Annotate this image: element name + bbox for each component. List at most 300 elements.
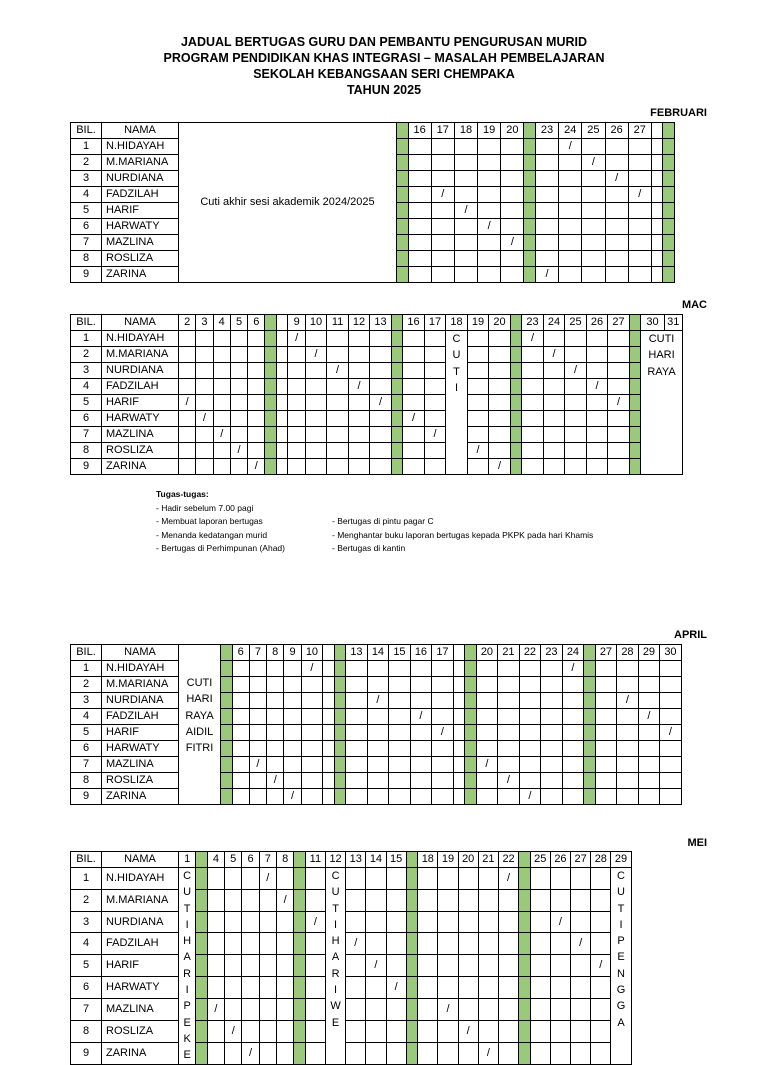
duty-cell [608, 459, 630, 475]
duty-cell [301, 741, 323, 757]
date-header: 16 [410, 645, 432, 661]
nama-header: NAMA [102, 852, 179, 868]
duty-cell: / [628, 187, 651, 203]
duty-cell [284, 661, 301, 677]
weekend-cell [663, 267, 675, 283]
date-header: 19 [438, 852, 458, 868]
duty-cell [389, 773, 411, 789]
bil-cell: 5 [71, 203, 102, 219]
duty-cell [213, 347, 230, 363]
header-row [71, 645, 682, 661]
duty-cell [276, 395, 288, 411]
duty-cell [438, 955, 458, 977]
bil-cell: 3 [71, 171, 102, 187]
duty-cell [259, 889, 276, 911]
date-header: 29 [638, 645, 660, 661]
duty-cell [242, 911, 259, 933]
duty-list-title: Tugas-tugas: [156, 489, 209, 499]
date-header: 20 [489, 315, 511, 331]
duty-cell [305, 933, 325, 955]
weekend-cell [629, 315, 641, 331]
date-header: 26 [605, 123, 628, 139]
duty-cell [595, 741, 617, 757]
duty-cell [367, 757, 389, 773]
duty-cell [389, 757, 411, 773]
weekend-cell [663, 235, 675, 251]
duty-cell [348, 331, 370, 347]
name-cell: M.MARIANA [102, 889, 179, 911]
weekend-cell [265, 347, 277, 363]
duty-cell [498, 693, 520, 709]
date-header: 15 [389, 645, 411, 661]
duty-cell: / [458, 1020, 478, 1042]
duty-row [156, 529, 593, 543]
weekend-cell [334, 693, 346, 709]
weekend-cell [510, 443, 522, 459]
date-header: 13 [370, 315, 392, 331]
duty-cell [305, 331, 327, 347]
duty-cell: / [535, 267, 558, 283]
weekend-cell [334, 725, 346, 741]
duty-cell: / [638, 709, 660, 725]
weekend-cell [265, 411, 277, 427]
duty-cell [225, 955, 242, 977]
duty-cell [541, 661, 563, 677]
weekend-cell [465, 725, 477, 741]
bil-cell: 7 [71, 235, 102, 251]
table-row [71, 773, 682, 789]
duty-cell [284, 741, 301, 757]
duty-cell [432, 757, 454, 773]
weekend-cell [406, 955, 418, 977]
weekend-cell [196, 1042, 208, 1064]
duty-cell [408, 187, 431, 203]
duty-cell [522, 379, 544, 395]
duty-cell [327, 427, 349, 443]
duty-cell [628, 139, 651, 155]
bil-cell: 7 [71, 427, 102, 443]
name-cell: N.HIDAYAH [102, 868, 179, 890]
duty-cell [562, 725, 584, 741]
weekend-cell [406, 977, 418, 999]
weekend-cell [524, 251, 536, 267]
bil-cell: 4 [71, 379, 102, 395]
duty-cell [530, 998, 550, 1020]
month-label-februari: FEBRUARI [650, 107, 707, 119]
duty-cell [288, 411, 305, 427]
duty-cell [305, 363, 327, 379]
duty-cell [453, 677, 465, 693]
duty-cell [179, 459, 196, 475]
duty-cell [431, 139, 454, 155]
duty-cell [424, 379, 446, 395]
duty-cell [259, 998, 276, 1020]
duty-cell [346, 693, 368, 709]
duty-cell [366, 911, 386, 933]
weekend-cell [510, 315, 522, 331]
date-header: 10 [305, 315, 327, 331]
duty-cell [288, 459, 305, 475]
duty-cell [403, 347, 425, 363]
name-cell: ROSLIZA [102, 443, 179, 459]
duty-cell [562, 677, 584, 693]
duty-cell [230, 331, 247, 347]
holiday-label: C U T I P E N G G A [616, 870, 626, 1029]
date-header: 18 [454, 123, 477, 139]
duty-cell [418, 955, 438, 977]
duty-cell [225, 868, 242, 890]
duty-cell [327, 459, 349, 475]
date-header: 21 [478, 852, 498, 868]
weekend-cell [221, 709, 233, 725]
duty-cell [476, 693, 498, 709]
duty-cell [367, 773, 389, 789]
table-row [71, 331, 683, 347]
duty-cell [559, 219, 582, 235]
bil-cell: 1 [71, 331, 102, 347]
duty-cell [438, 1042, 458, 1064]
duty-cell [478, 868, 498, 890]
duty-cell [248, 379, 265, 395]
duty-cell [489, 363, 511, 379]
duty-cell [617, 741, 639, 757]
duty-cell [432, 773, 454, 789]
duty-cell [638, 693, 660, 709]
date-header: 25 [530, 852, 550, 868]
duty-cell [346, 889, 366, 911]
duty-cell [453, 757, 465, 773]
duty-cell [348, 363, 370, 379]
date-header: 20 [501, 123, 524, 139]
duty-cell [562, 789, 584, 805]
weekend-cell [294, 955, 306, 977]
duty-cell [288, 427, 305, 443]
weekend-cell [510, 427, 522, 443]
weekend-cell [221, 741, 233, 757]
duty-cell [571, 911, 591, 933]
duty-cell [179, 331, 196, 347]
duty-cell [370, 427, 392, 443]
date-header: 31 [664, 315, 682, 331]
weekend-cell [510, 347, 522, 363]
bil-cell: 3 [71, 911, 102, 933]
duty-cell [565, 395, 587, 411]
weekend-cell [524, 171, 536, 187]
weekend-cell [406, 868, 418, 890]
duty-cell [476, 741, 498, 757]
weekend-cell [629, 395, 641, 411]
duty-cell [418, 868, 438, 890]
duty-cell [501, 251, 524, 267]
duty-cell [562, 693, 584, 709]
date-header: 15 [386, 852, 406, 868]
duty-cell [559, 171, 582, 187]
date-header: 26 [550, 852, 570, 868]
weekend-cell [265, 331, 277, 347]
name-cell: FADZILAH [102, 933, 179, 955]
duty-cell [519, 693, 541, 709]
duty-cell [403, 379, 425, 395]
weekend-cell [406, 1042, 418, 1064]
date-header: 23 [522, 315, 544, 331]
holiday-label: C U T I [452, 333, 461, 394]
weekend-cell [519, 852, 531, 868]
weekend-cell [663, 155, 675, 171]
duty-cell [559, 203, 582, 219]
duty-cell [565, 427, 587, 443]
date-header: 27 [608, 315, 630, 331]
duty-item: - Hadir sebelum 7.00 pagi [156, 502, 254, 513]
weekend-cell [524, 235, 536, 251]
bil-cell: 7 [71, 757, 102, 773]
date-header: 11 [327, 315, 349, 331]
duty-cell [196, 459, 213, 475]
duty-cell [478, 155, 501, 171]
duty-cell [386, 868, 406, 890]
duty-cell [410, 741, 432, 757]
duty-cell [232, 677, 249, 693]
date-header: 5 [230, 315, 247, 331]
weekend-cell [397, 219, 409, 235]
bil-cell: 3 [71, 693, 102, 709]
duty-cell [498, 709, 520, 725]
duty-cell [196, 395, 213, 411]
weekend-cell [221, 645, 233, 661]
duty-cell [498, 911, 518, 933]
duty-cell [431, 203, 454, 219]
header-row [71, 315, 683, 331]
duty-cell [478, 139, 501, 155]
bil-cell: 4 [71, 709, 102, 725]
weekend-cell [221, 661, 233, 677]
duty-cell [660, 773, 682, 789]
name-cell: NURDIANA [102, 693, 179, 709]
duty-cell: / [478, 1042, 498, 1064]
duty-cell [498, 998, 518, 1020]
duty-cell [522, 411, 544, 427]
name-cell: HARWATY [102, 411, 179, 427]
name-cell: ROSLIZA [102, 773, 179, 789]
duty-cell [651, 251, 663, 267]
weekend-cell [406, 933, 418, 955]
name-cell: NURDIANA [102, 363, 179, 379]
date-header: 23 [541, 645, 563, 661]
name-cell: FADZILAH [102, 379, 179, 395]
duty-cell [605, 139, 628, 155]
duty-cell [550, 889, 570, 911]
weekend-cell [524, 187, 536, 203]
duty-cell [651, 219, 663, 235]
weekend-cell [391, 363, 403, 379]
duty-cell [276, 955, 293, 977]
duty-cell [519, 725, 541, 741]
weekend-cell [196, 911, 208, 933]
duty-cell: / [386, 977, 406, 999]
weekend-cell [584, 741, 596, 757]
bil-cell: 6 [71, 977, 102, 999]
weekend-cell [294, 852, 306, 868]
holiday-label: C U T I H A R I P E K E [183, 870, 192, 1062]
duty-cell [543, 331, 565, 347]
name-cell: ZARINA [102, 1042, 179, 1064]
duty-cell [248, 443, 265, 459]
duty-cell [543, 363, 565, 379]
duty-cell [213, 363, 230, 379]
name-cell: MAZLINA [102, 427, 179, 443]
duty-cell [453, 709, 465, 725]
weekend-cell [406, 889, 418, 911]
duty-cell [276, 443, 288, 459]
bil-cell: 9 [71, 1042, 102, 1064]
duty-cell [651, 155, 663, 171]
duty-cell [591, 868, 611, 890]
name-cell: N.HIDAYAH [102, 331, 179, 347]
duty-cell [595, 677, 617, 693]
duty-cell [403, 331, 425, 347]
bil-cell: 5 [71, 725, 102, 741]
duty-cell [179, 347, 196, 363]
duty-cell [522, 459, 544, 475]
duty-cell [284, 677, 301, 693]
date-header: 24 [543, 315, 565, 331]
month-label-mac: MAC [681, 299, 707, 311]
duty-cell [242, 955, 259, 977]
duty-cell [284, 709, 301, 725]
name-cell: HARIF [102, 395, 179, 411]
duty-cell [522, 443, 544, 459]
weekend-cell [524, 139, 536, 155]
duty-cell [476, 725, 498, 741]
name-cell: HARIF [102, 955, 179, 977]
duty-cell [346, 709, 368, 725]
weekend-cell [524, 123, 536, 139]
duty-cell: / [498, 868, 518, 890]
title-line-3: SEKOLAH KEBANGSAAN SERI CHEMPAKA [253, 67, 515, 81]
duty-cell [370, 411, 392, 427]
duty-cell [305, 395, 327, 411]
duty-cell [276, 347, 288, 363]
weekend-cell [221, 677, 233, 693]
duty-cell [478, 171, 501, 187]
duty-cell [389, 741, 411, 757]
duty-cell [366, 977, 386, 999]
duty-cell [550, 955, 570, 977]
weekend-cell [397, 139, 409, 155]
weekend-cell [465, 789, 477, 805]
duty-cell: / [519, 789, 541, 805]
duty-cell [530, 1042, 550, 1064]
name-cell: NURDIANA [102, 911, 179, 933]
duty-cell [410, 789, 432, 805]
duty-cell [346, 789, 368, 805]
duty-cell: / [367, 693, 389, 709]
duty-cell [225, 933, 242, 955]
duty-cell [196, 331, 213, 347]
bil-cell: 1 [71, 139, 102, 155]
holiday-label: CUTI HARI RAYA AIDIL FITRI [185, 677, 214, 755]
duty-cell [628, 171, 651, 187]
table-row [71, 379, 683, 395]
holiday-note-cell [179, 123, 397, 283]
duty-cell: / [582, 155, 605, 171]
duty-item: - Bertugas di Perhimpunan (Ahad) [156, 543, 285, 553]
name-cell: MAZLINA [102, 757, 179, 773]
duty-cell [259, 977, 276, 999]
duty-cell [605, 267, 628, 283]
name-cell: ROSLIZA [102, 1020, 179, 1042]
weekend-cell [584, 709, 596, 725]
duty-cell [571, 955, 591, 977]
duty-cell [323, 773, 335, 789]
duty-cell [541, 677, 563, 693]
duty-cell [288, 363, 305, 379]
duty-cell [327, 347, 349, 363]
duty-cell [267, 741, 284, 757]
duty-cell [476, 789, 498, 805]
table-row [71, 443, 683, 459]
name-cell: M.MARIANA [102, 155, 179, 171]
duty-cell [248, 395, 265, 411]
bil-cell: 2 [71, 347, 102, 363]
duty-cell [438, 868, 458, 890]
duty-cell [230, 459, 247, 475]
duty-cell [367, 709, 389, 725]
duty-cell [389, 693, 411, 709]
weekend-cell [265, 379, 277, 395]
table-row [71, 709, 682, 725]
duty-cell [478, 267, 501, 283]
date-header: 1 [179, 852, 196, 868]
duty-cell [605, 187, 628, 203]
duty-cell [438, 889, 458, 911]
duty-cell [370, 379, 392, 395]
table-row [71, 757, 682, 773]
duty-cell [323, 709, 335, 725]
duty-cell [389, 789, 411, 805]
duty-cell [498, 933, 518, 955]
weekend-cell [524, 219, 536, 235]
date-header: 28 [617, 645, 639, 661]
weekend-cell [524, 203, 536, 219]
duty-cell [541, 693, 563, 709]
name-cell: ZARINA [102, 267, 179, 283]
weekend-cell [510, 363, 522, 379]
duty-cell [323, 677, 335, 693]
duty-cell [301, 725, 323, 741]
duty-cell [327, 411, 349, 427]
date-header: 22 [519, 645, 541, 661]
duty-cell [467, 459, 489, 475]
weekend-cell [196, 868, 208, 890]
duty-cell [550, 977, 570, 999]
duty-cell: / [476, 757, 498, 773]
weekend-cell [406, 998, 418, 1020]
duty-cell [408, 203, 431, 219]
duty-cell [207, 889, 224, 911]
table-row [71, 977, 632, 999]
bil-cell: 6 [71, 411, 102, 427]
nama-header: NAMA [102, 645, 179, 661]
duty-cell [501, 267, 524, 283]
weekend-cell [584, 677, 596, 693]
duty-cell [225, 998, 242, 1020]
duty-cell [348, 395, 370, 411]
duty-cell [408, 251, 431, 267]
duty-cell [501, 203, 524, 219]
weekend-cell [397, 267, 409, 283]
duty-cell [408, 235, 431, 251]
weekend-cell [584, 789, 596, 805]
